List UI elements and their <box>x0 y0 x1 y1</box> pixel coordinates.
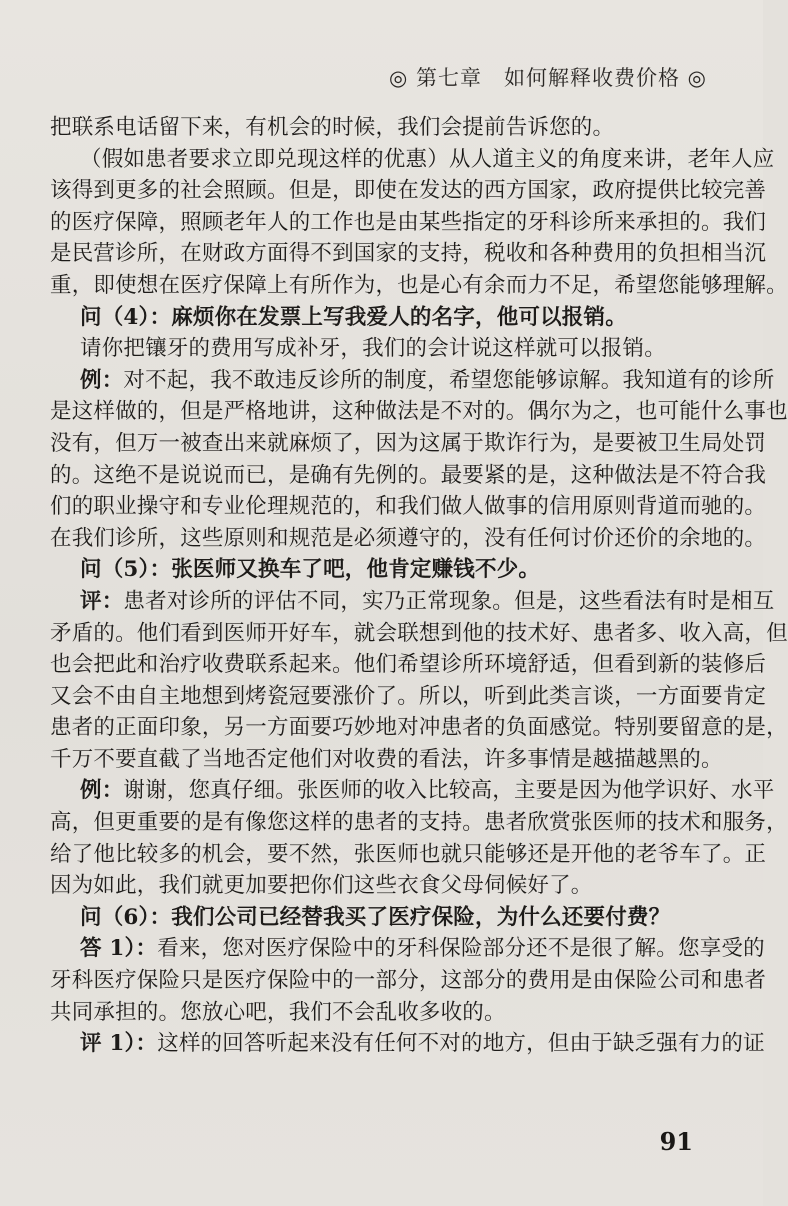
text-line: 矛盾的。他们看到医师开好车，就会联想到他的技术好、患者多、收入高，但 <box>50 620 788 646</box>
text-line: 是这样做的，但是严格地讲，这种做法是不对的。偶尔为之，也可能什么事也 <box>50 399 788 425</box>
text-line: 高，但更重要的是有像您这样的患者的支持。患者欣赏张医师的技术和服务， <box>50 810 788 836</box>
body-text <box>50 112 788 1060</box>
text-line: （假如患者要求立即兑现这样的优惠）从人道主义的角度来讲，老年人应 <box>80 146 775 172</box>
text-line: 评 1）：这样的回答听起来没有任何不对的地方，但由于缺乏强有力的证 <box>80 1031 765 1057</box>
text-line: 评：患者对诊所的评估不同，实乃正常现象。但是，这些看法有时是相互 <box>80 588 775 614</box>
question-heading: 问（6）：我们公司已经替我买了医疗保险，为什么还要付费？ <box>80 904 671 930</box>
comment-label: 评： <box>80 588 124 614</box>
text-line: 千万不要直截了当地否定他们对收费的看法，许多事情是越描越黑的。 <box>50 746 723 772</box>
text-line: 没有，但万一被查出来就麻烦了，因为这属于欺诈行为，是要被卫生局处罚 <box>50 430 767 456</box>
question-heading: 问（5）：张医师又换车了吧，他肯定赚钱不少。 <box>80 557 541 583</box>
text-line: 又会不由自主地想到烤瓷冠要涨价了。所以，听到此类言谈，一方面要肯定 <box>50 683 767 709</box>
text-line: 请你把镶牙的费用写成补牙，我们的会计说这样就可以报销。 <box>80 336 666 362</box>
text-line: 重，即使想在医疗保障上有所作为，也是心有余而力不足，希望您能够理解。 <box>50 272 788 298</box>
text-line: 患者的正面印象，另一方面要巧妙地对冲患者的负面感觉。特别要留意的是， <box>50 715 788 741</box>
question-heading: 问（4）：麻烦你在发票上写我爱人的名字，他可以报销。 <box>80 304 627 330</box>
text-line: 在我们诊所，这些原则和规范是必须遵守的，没有任何讨价还价的余地的。 <box>50 525 767 551</box>
comment-label: 评 1）： <box>80 1031 158 1057</box>
text-line: 是民营诊所，在财政方面得不到国家的支持，税收和各种费用的负担相当沉 <box>50 241 767 267</box>
text-line: 们的职业操守和专业伦理规范的，和我们做人做事的信用原则背道而驰的。 <box>50 494 767 520</box>
text-line: 给了他比较多的机会，要不然，张医师也就只能够还是开他的老爷车了。正 <box>50 841 767 867</box>
example-label: 例： <box>80 367 124 393</box>
text-line: 例：谢谢，您真仔细。张医师的收入比较高，主要是因为他学识好、水平 <box>80 778 775 804</box>
text-line: 也会把此和治疗收费联系起来。他们希望诊所环境舒适，但看到新的装修后 <box>50 652 767 678</box>
text-line: 该得到更多的社会照顾。但是，即使在发达的西方国家，政府提供比较完善 <box>50 178 767 204</box>
text-line: 例：对不起，我不敢违反诊所的制度，希望您能够谅解。我知道有的诊所 <box>80 367 775 393</box>
text-line: 答 1）：看来，您对医疗保险中的牙科保险部分还不是很了解。您享受的 <box>80 936 765 962</box>
text-line: 因为如此，我们就更加要把你们这些衣食父母伺候好了。 <box>50 873 593 899</box>
text-line: 牙科医疗保险只是医疗保险中的一部分，这部分的费用是由保险公司和患者 <box>50 968 767 994</box>
page-number: 91 <box>659 1127 693 1156</box>
text-line: 的。这绝不是说说而已，是确有先例的。最要紧的是，这种做法是不符合我 <box>50 462 767 488</box>
text-line: 把联系电话留下来，有机会的时候，我们会提前告诉您的。 <box>50 115 615 140</box>
answer-label: 答 1）： <box>80 936 158 962</box>
running-head: ◎ 第七章 如何解释收费价格 ◎ <box>389 66 707 90</box>
text-line: 共同承担的。您放心吧，我们不会乱收多收的。 <box>50 999 506 1025</box>
text-line: 的医疗保障，照顾老年人的工作也是由某些指定的牙科诊所来承担的。我们 <box>50 209 767 235</box>
example-label: 例： <box>80 778 124 804</box>
